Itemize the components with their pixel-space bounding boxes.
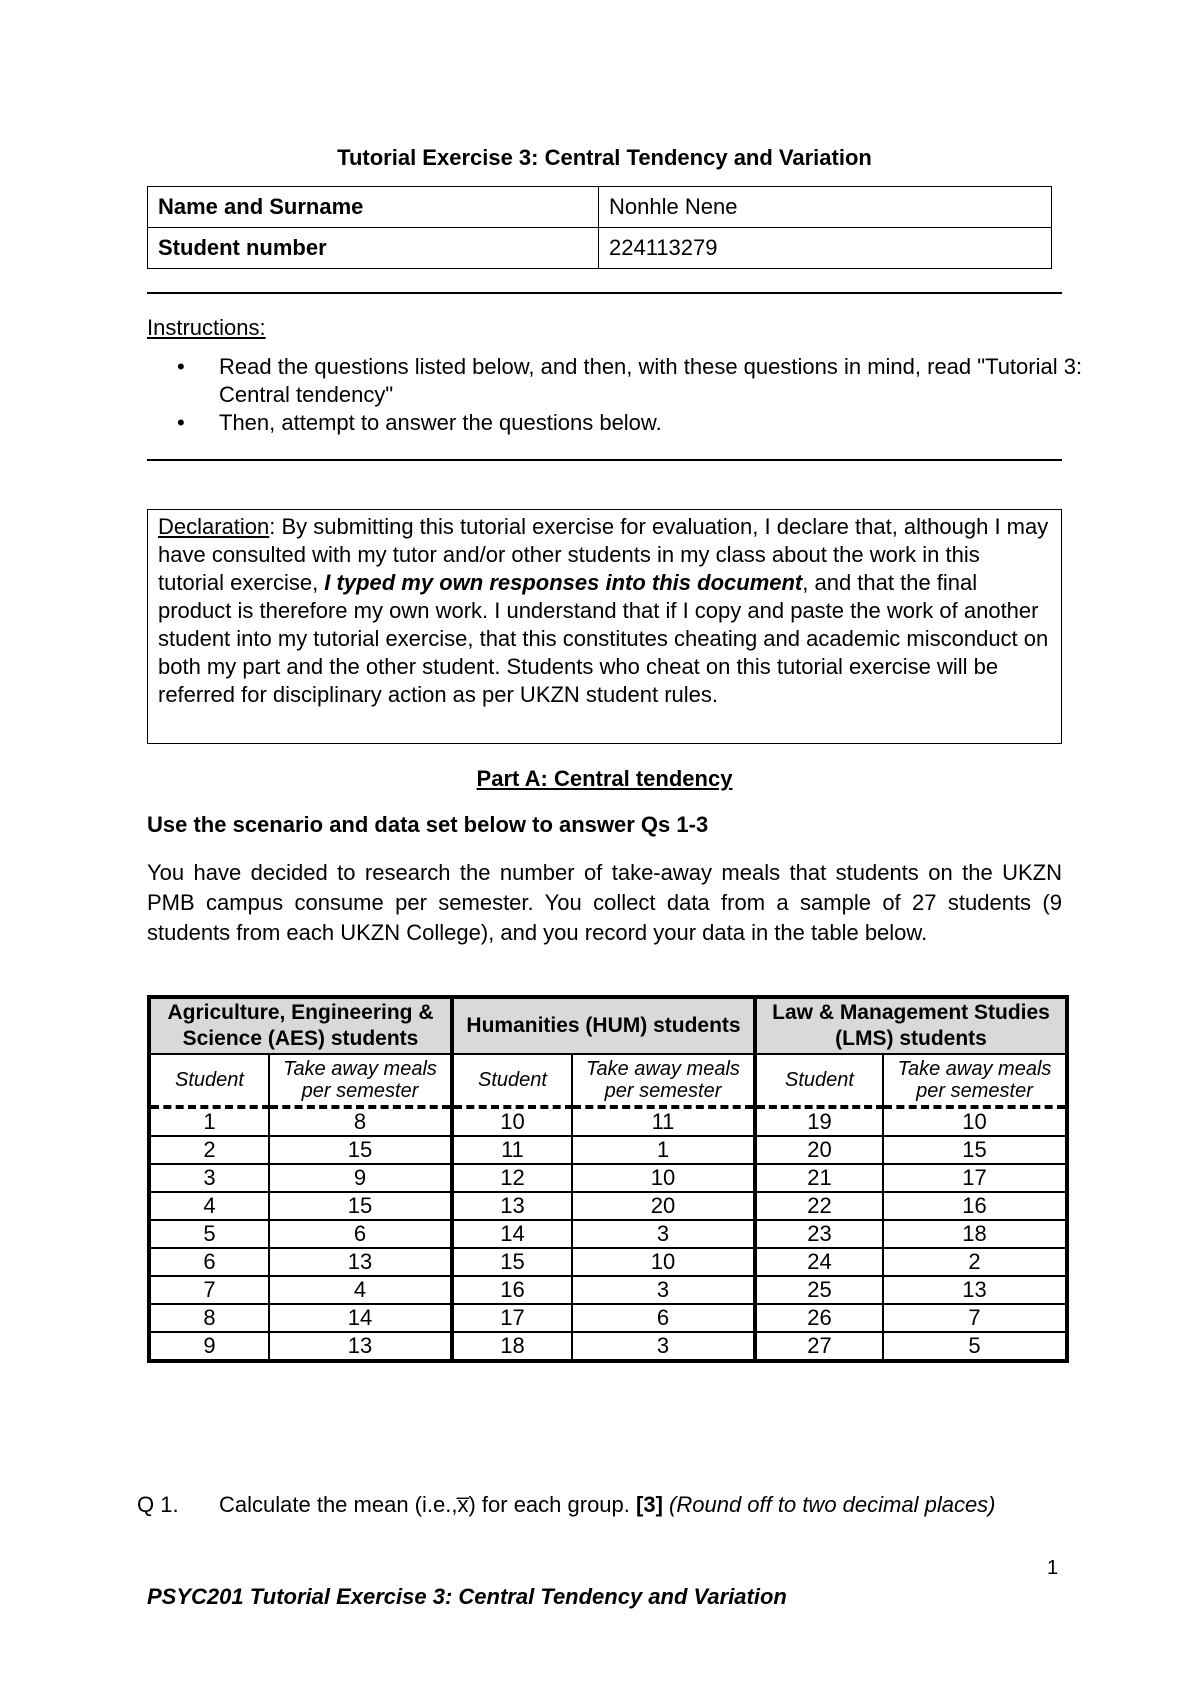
table-body <box>149 1107 1067 1361</box>
declaration-text: , and that the final product is therefore my own work. I understand that if I copy and paste the work of another student into my tutorial exercise, that this constitutes cheating and academic misconduct on both my part and the other student. Students who cheat on this tutorial exercise will be referred for disciplinary action as per UKZN student rules. <box>158 570 1049 707</box>
group-header-hum: Humanities (HUM) students <box>452 997 755 1054</box>
declaration-text: : By submitting this tutorial exercise for evaluation, I declare that, although I may have consulted with my tutor and/or other students in my class about the work in this tutorial exercise, <box>158 514 1049 595</box>
student-info-table <box>147 186 1052 269</box>
table-row <box>149 1164 1067 1192</box>
column-header-student: Student <box>755 1054 883 1107</box>
table-cell: 1 <box>149 1107 269 1136</box>
declaration-emphasis: I typed my own responses into this document <box>324 570 803 595</box>
table-row <box>149 1248 1067 1276</box>
table-subheader-row <box>149 1054 1067 1107</box>
table-cell: 24 <box>755 1248 883 1276</box>
table-cell: 6 <box>572 1304 755 1332</box>
table-cell: 17 <box>883 1164 1067 1192</box>
table-cell: 25 <box>755 1276 883 1304</box>
table-cell: 13 <box>452 1192 572 1220</box>
table-row <box>149 1192 1067 1220</box>
table-row <box>148 187 1052 228</box>
scenario-text: You have decided to research the number of take-away meals that students on the UKZN PMB campus consume per semester. You collect data from a sample of 27 students (9 students from each UKZN College), and you record your data in the table below. <box>147 860 1062 945</box>
table-cell: 13 <box>269 1332 452 1361</box>
table-cell: 20 <box>755 1136 883 1164</box>
column-header-meals: Take away meals per semester <box>572 1054 755 1107</box>
mean-symbol: x̅ <box>457 1492 469 1517</box>
table-header-row <box>149 997 1067 1054</box>
meals-data-table <box>147 995 1069 1363</box>
declaration-box <box>147 509 1062 744</box>
table-cell: 18 <box>452 1332 572 1361</box>
table-cell: 3 <box>149 1164 269 1192</box>
table-cell: 14 <box>452 1220 572 1248</box>
table-cell: 22 <box>755 1192 883 1220</box>
table-cell: 5 <box>883 1332 1067 1361</box>
table-row <box>149 1276 1067 1304</box>
table-cell: 15 <box>883 1136 1067 1164</box>
table-cell: 6 <box>269 1220 452 1248</box>
table-cell: 9 <box>269 1164 452 1192</box>
table-cell: 11 <box>452 1136 572 1164</box>
table-cell: 23 <box>755 1220 883 1248</box>
table-cell: 2 <box>883 1248 1067 1276</box>
table-cell: 9 <box>149 1332 269 1361</box>
question-text <box>219 1491 1062 1519</box>
table-cell: 14 <box>269 1304 452 1332</box>
table-cell: 16 <box>883 1192 1067 1220</box>
question-marks: [3] <box>636 1492 663 1517</box>
instructions-list <box>147 353 1134 437</box>
page-number: 1 <box>1047 1557 1059 1579</box>
page-title: Tutorial Exercise 3: Central Tendency and Variation <box>337 145 872 170</box>
table-cell: 6 <box>149 1248 269 1276</box>
table-cell: 3 <box>572 1332 755 1361</box>
student-number-value: 224113279 <box>599 228 1052 269</box>
column-header-meals: Take away meals per semester <box>269 1054 452 1107</box>
table-cell: 3 <box>572 1276 755 1304</box>
table-row <box>148 228 1052 269</box>
table-cell: 15 <box>269 1192 452 1220</box>
list-item: • Read the questions listed below, and then, with these questions in mind, read "Tutorial 3: Central tendency" <box>219 353 1134 409</box>
table-cell: 12 <box>452 1164 572 1192</box>
list-item: • Then, attempt to answer the questions below. <box>219 409 1134 437</box>
question-note: (Round off to two decimal places) <box>662 1492 996 1517</box>
page-footer: PSYC201 Tutorial Exercise 3: Central Tendency and Variation <box>147 1584 787 1609</box>
table-cell: 13 <box>883 1276 1067 1304</box>
column-header-meals: Take away meals per semester <box>883 1054 1067 1107</box>
table-cell: 4 <box>149 1192 269 1220</box>
table-cell: 19 <box>755 1107 883 1136</box>
table-cell: 15 <box>269 1136 452 1164</box>
student-number-label: Student number <box>148 228 599 269</box>
table-cell: 11 <box>572 1107 755 1136</box>
table-cell: 10 <box>572 1248 755 1276</box>
table-cell: 10 <box>572 1164 755 1192</box>
table-cell: 13 <box>269 1248 452 1276</box>
table-cell: 3 <box>572 1220 755 1248</box>
table-row <box>149 1220 1067 1248</box>
divider <box>147 292 1062 294</box>
question-prompt: Calculate the mean (i.e., <box>219 1492 458 1517</box>
table-cell: 17 <box>452 1304 572 1332</box>
table-cell: 8 <box>149 1304 269 1332</box>
table-cell: 7 <box>883 1304 1067 1332</box>
table-cell: 21 <box>755 1164 883 1192</box>
table-row <box>149 1136 1067 1164</box>
column-header-student: Student <box>149 1054 269 1107</box>
declaration-label: Declaration <box>158 514 270 539</box>
question-number: Q 1. <box>137 1492 179 1517</box>
name-label: Name and Surname <box>148 187 599 228</box>
table-cell: 18 <box>883 1220 1067 1248</box>
table-row <box>149 1332 1067 1361</box>
table-cell: 8 <box>269 1107 452 1136</box>
table-cell: 15 <box>452 1248 572 1276</box>
part-a-heading: Part A: Central tendency <box>476 766 733 791</box>
table-row <box>149 1107 1067 1136</box>
instructions-label: Instructions: <box>147 315 266 340</box>
table-cell: 27 <box>755 1332 883 1361</box>
table-cell: 4 <box>269 1276 452 1304</box>
table-cell: 10 <box>452 1107 572 1136</box>
divider <box>147 459 1062 461</box>
table-cell: 16 <box>452 1276 572 1304</box>
column-header-student: Student <box>452 1054 572 1107</box>
name-value: Nonhle Nene <box>599 187 1052 228</box>
table-cell: 26 <box>755 1304 883 1332</box>
table-row <box>149 1304 1067 1332</box>
group-header-aes: Agriculture, Engineering & Science (AES) students <box>149 997 452 1054</box>
table-cell: 7 <box>149 1276 269 1304</box>
table-cell: 10 <box>883 1107 1067 1136</box>
table-cell: 5 <box>149 1220 269 1248</box>
question-prompt-end: ) for each group. <box>468 1492 637 1517</box>
table-cell: 1 <box>572 1136 755 1164</box>
table-cell: 2 <box>149 1136 269 1164</box>
table-cell: 20 <box>572 1192 755 1220</box>
scenario-heading: Use the scenario and data set below to answer Qs 1-3 <box>147 812 709 837</box>
group-header-lms: Law & Management Studies (LMS) students <box>755 997 1067 1054</box>
